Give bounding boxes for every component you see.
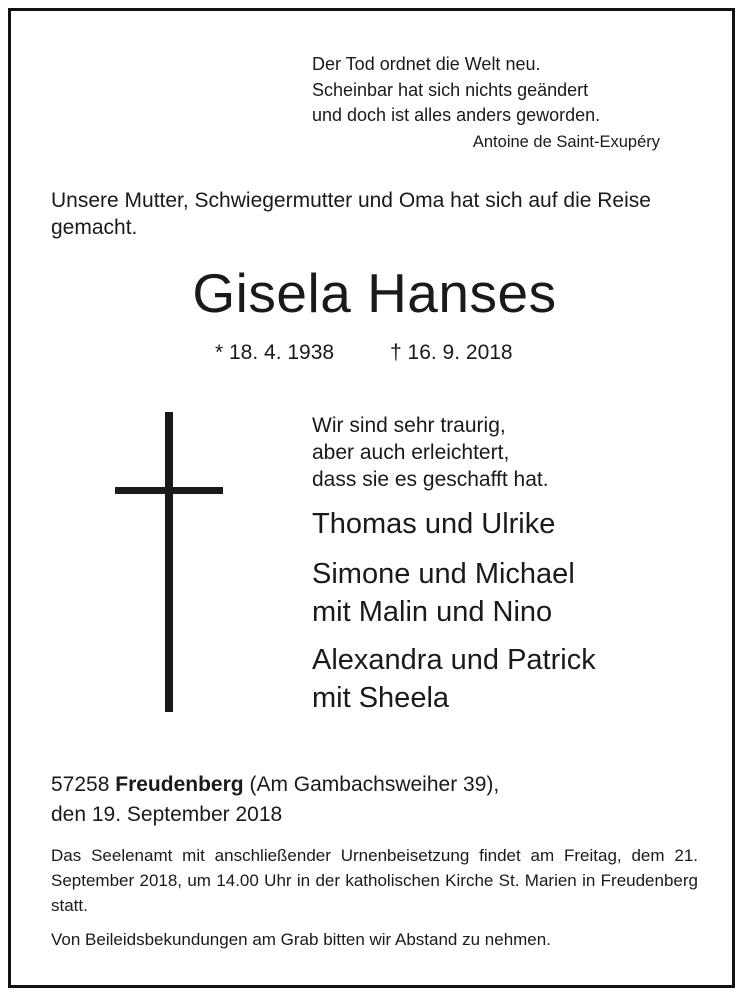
family-children: mit Sheela: [312, 682, 450, 714]
family-names: Thomas und Ulrike: [312, 508, 556, 540]
grief-statement: [312, 412, 549, 493]
quote-author: Antoine de Saint-Exupéry: [472, 132, 660, 151]
family-children: mit Malin und Nino: [312, 596, 553, 628]
family-group: [312, 555, 575, 631]
address-block: [51, 770, 499, 830]
family-group: [312, 641, 596, 717]
family-names: Simone und Michael: [312, 558, 575, 590]
birth-date: * 18. 4. 1938: [215, 341, 335, 364]
city: Freudenberg: [115, 773, 244, 796]
address-line: [51, 770, 499, 800]
cross-icon-vertical: [165, 412, 173, 712]
grief-line: Wir sind sehr traurig,: [312, 414, 506, 437]
street: (Am Gambachsweiher 39),: [249, 773, 500, 796]
zip-code: 57258: [51, 773, 110, 796]
quote-line: Der Tod ordnet die Welt neu.: [312, 54, 541, 74]
condolence-note: Von Beileidsbekundungen am Grab bitten wir Abstand zu nehmen.: [51, 930, 551, 949]
cross-icon-horizontal: [115, 487, 223, 494]
notice-border: [8, 8, 735, 988]
intro-text: Unsere Mutter, Schwiegermutter und Oma hat sich auf die Reise gemacht.: [51, 189, 651, 239]
family-names: Alexandra und Patrick: [312, 644, 596, 676]
deceased-name: Gisela Hanses: [192, 262, 557, 324]
grief-line: dass sie es geschafft hat.: [312, 468, 549, 491]
family-group: [312, 505, 555, 543]
grief-line: aber auch erleichtert,: [312, 441, 510, 464]
quote-line: Scheinbar hat sich nichts geändert: [312, 79, 589, 100]
death-date: † 16. 9. 2018: [390, 341, 513, 364]
address-date: den 19. September 2018: [51, 803, 283, 826]
service-info: Das Seelenamt mit anschließender Urnenbeisetzung findet am Freitag, dem 21. September 2018, um 14.00 Uhr in der katholischen Kirche St. Marien in Freudenberg statt.: [51, 846, 698, 915]
quote-line: und doch ist alles anders geworden.: [312, 105, 601, 125]
quote-block: [312, 52, 660, 155]
